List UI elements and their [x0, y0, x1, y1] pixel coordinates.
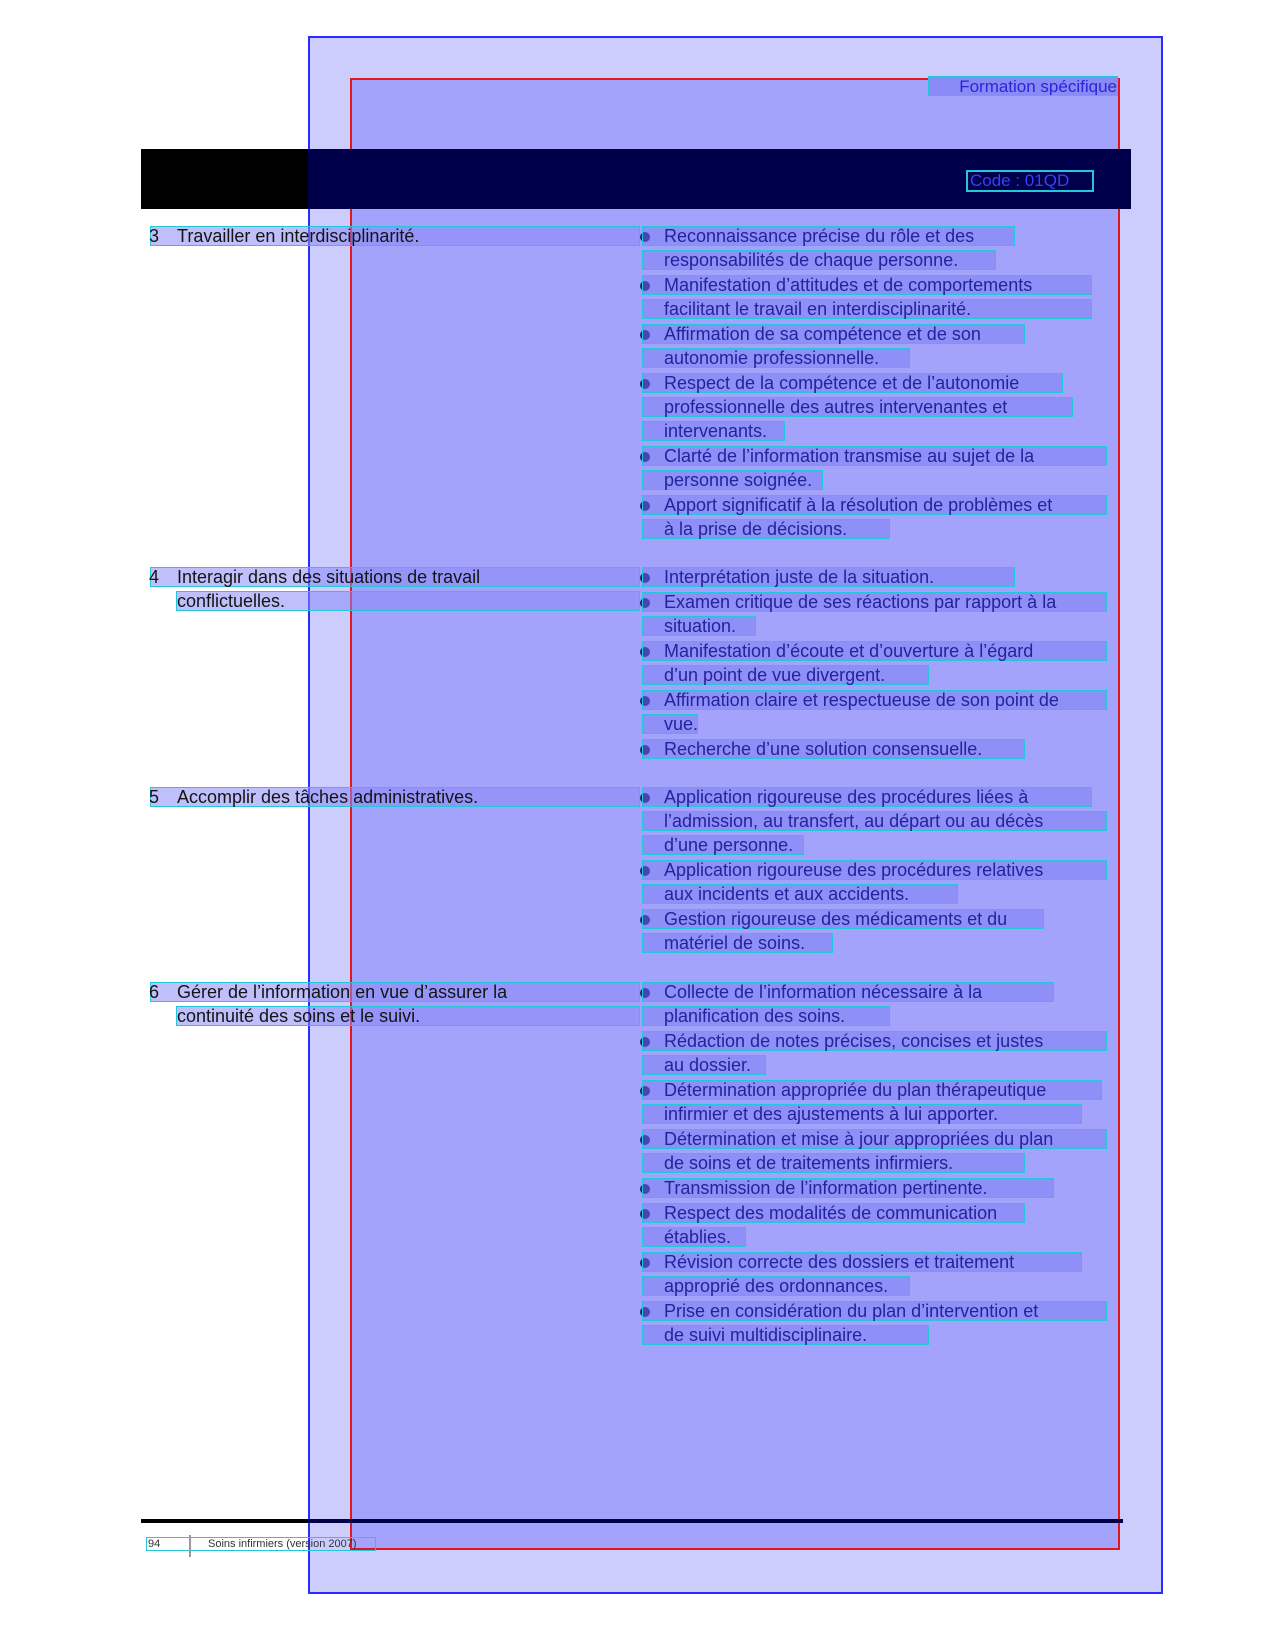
competency-text: Gérer de l’information en vue d’assurer la: [177, 982, 508, 1002]
competency-text: Travailler en interdisciplinarité.: [177, 226, 420, 246]
criterion-text: autonomie professionnelle.: [664, 348, 880, 368]
competency-text: Interagir dans des situations de travail: [177, 567, 481, 587]
competency-number: 6: [149, 982, 160, 1002]
criterion-text: matériel de soins.: [664, 933, 806, 953]
criterion-text: Affirmation de sa compétence et de son: [664, 324, 981, 344]
criterion-text: l’admission, au transfert, au départ ou au décès: [664, 811, 1044, 831]
criterion-text: vue.: [664, 714, 699, 734]
competency-statement: conflictuelles.: [177, 591, 286, 611]
competency-statement: [149, 565, 480, 589]
criterion-text: établies.: [664, 1227, 732, 1247]
criterion-text: facilitant le travail en interdisciplinarité.: [664, 299, 972, 319]
criterion-text: Transmission de l’information pertinente.: [664, 1178, 988, 1198]
footer-page-number: 94: [148, 1538, 161, 1550]
criterion-text: Manifestation d’écoute et d’ouverture à l’égard: [664, 641, 1034, 661]
criterion-text: professionnelle des autres intervenantes et: [664, 397, 1008, 417]
criterion-text: Apport significatif à la résolution de problèmes et: [664, 495, 1053, 515]
competency-number: 4: [149, 567, 160, 587]
criterion-text: d’un point de vue divergent.: [664, 665, 886, 685]
criterion-text: Prise en considération du plan d’intervention et: [664, 1301, 1039, 1321]
program-code: Code : 01QD: [966, 170, 1094, 192]
competency-statement: [149, 785, 478, 809]
competency-number: 5: [149, 787, 160, 807]
footer-separator: [189, 1535, 191, 1557]
competency-statement: continuité des soins et le suivi.: [177, 1006, 421, 1026]
criterion-text: à la prise de décisions.: [664, 519, 848, 539]
criterion-text: personne soignée.: [664, 470, 813, 490]
criterion-text: Détermination et mise à jour appropriées du plan: [664, 1129, 1054, 1149]
criterion-text: Détermination appropriée du plan thérapeutique: [664, 1080, 1047, 1100]
criterion-text: Clarté de l’information transmise au sujet de la: [664, 446, 1035, 466]
criterion-text: de suivi multidisciplinaire.: [664, 1325, 868, 1345]
criterion-text: Respect de la compétence et de l’autonomie: [664, 373, 1020, 393]
criterion-text: aux incidents et aux accidents.: [664, 884, 910, 904]
criterion-text: intervenants.: [664, 421, 768, 441]
criterion-text: Reconnaissance précise du rôle et des: [664, 226, 975, 246]
section-label: Formation spécifique: [928, 76, 1118, 96]
criterion-text: planification des soins.: [664, 1006, 846, 1026]
criterion-text: Recherche d’une solution consensuelle.: [664, 739, 983, 759]
criterion-text: Interprétation juste de la situation.: [664, 567, 935, 587]
criterion-text: Application rigoureuse des procédures relatives: [664, 860, 1044, 880]
competency-text: Accomplir des tâches administratives.: [177, 787, 479, 807]
competency-number: 3: [149, 226, 160, 246]
criterion-text: Respect des modalités de communication: [664, 1203, 998, 1223]
criterion-text: situation.: [664, 616, 737, 636]
competency-statement: [149, 224, 419, 248]
competency-statement: [149, 980, 507, 1004]
criterion-text: Collecte de l’information nécessaire à la: [664, 982, 983, 1002]
criterion-text: Rédaction de notes précises, concises et justes: [664, 1031, 1044, 1051]
criterion-text: Affirmation claire et respectueuse de son point de: [664, 690, 1059, 710]
criterion-text: responsabilités de chaque personne.: [664, 250, 959, 270]
criterion-text: Examen critique de ses réactions par rapport à la: [664, 592, 1057, 612]
criterion-text: Révision correcte des dossiers et traitement: [664, 1252, 1015, 1272]
criterion-text: infirmier et des ajustements à lui apporter.: [664, 1104, 999, 1124]
criterion-text: Gestion rigoureuse des médicaments et du: [664, 909, 1008, 929]
footer-rule-overlay: [308, 1519, 1123, 1523]
criterion-text: Manifestation d’attitudes et de comportements: [664, 275, 1033, 295]
criterion-text: approprié des ordonnances.: [664, 1276, 889, 1296]
criterion-text: au dossier.: [664, 1055, 752, 1075]
criterion-text: de soins et de traitements infirmiers.: [664, 1153, 954, 1173]
footer-title: Soins infirmiers (version 2007): [208, 1538, 357, 1550]
criterion-text: Application rigoureuse des procédures liées à: [664, 787, 1029, 807]
criterion-text: d’une personne.: [664, 835, 794, 855]
